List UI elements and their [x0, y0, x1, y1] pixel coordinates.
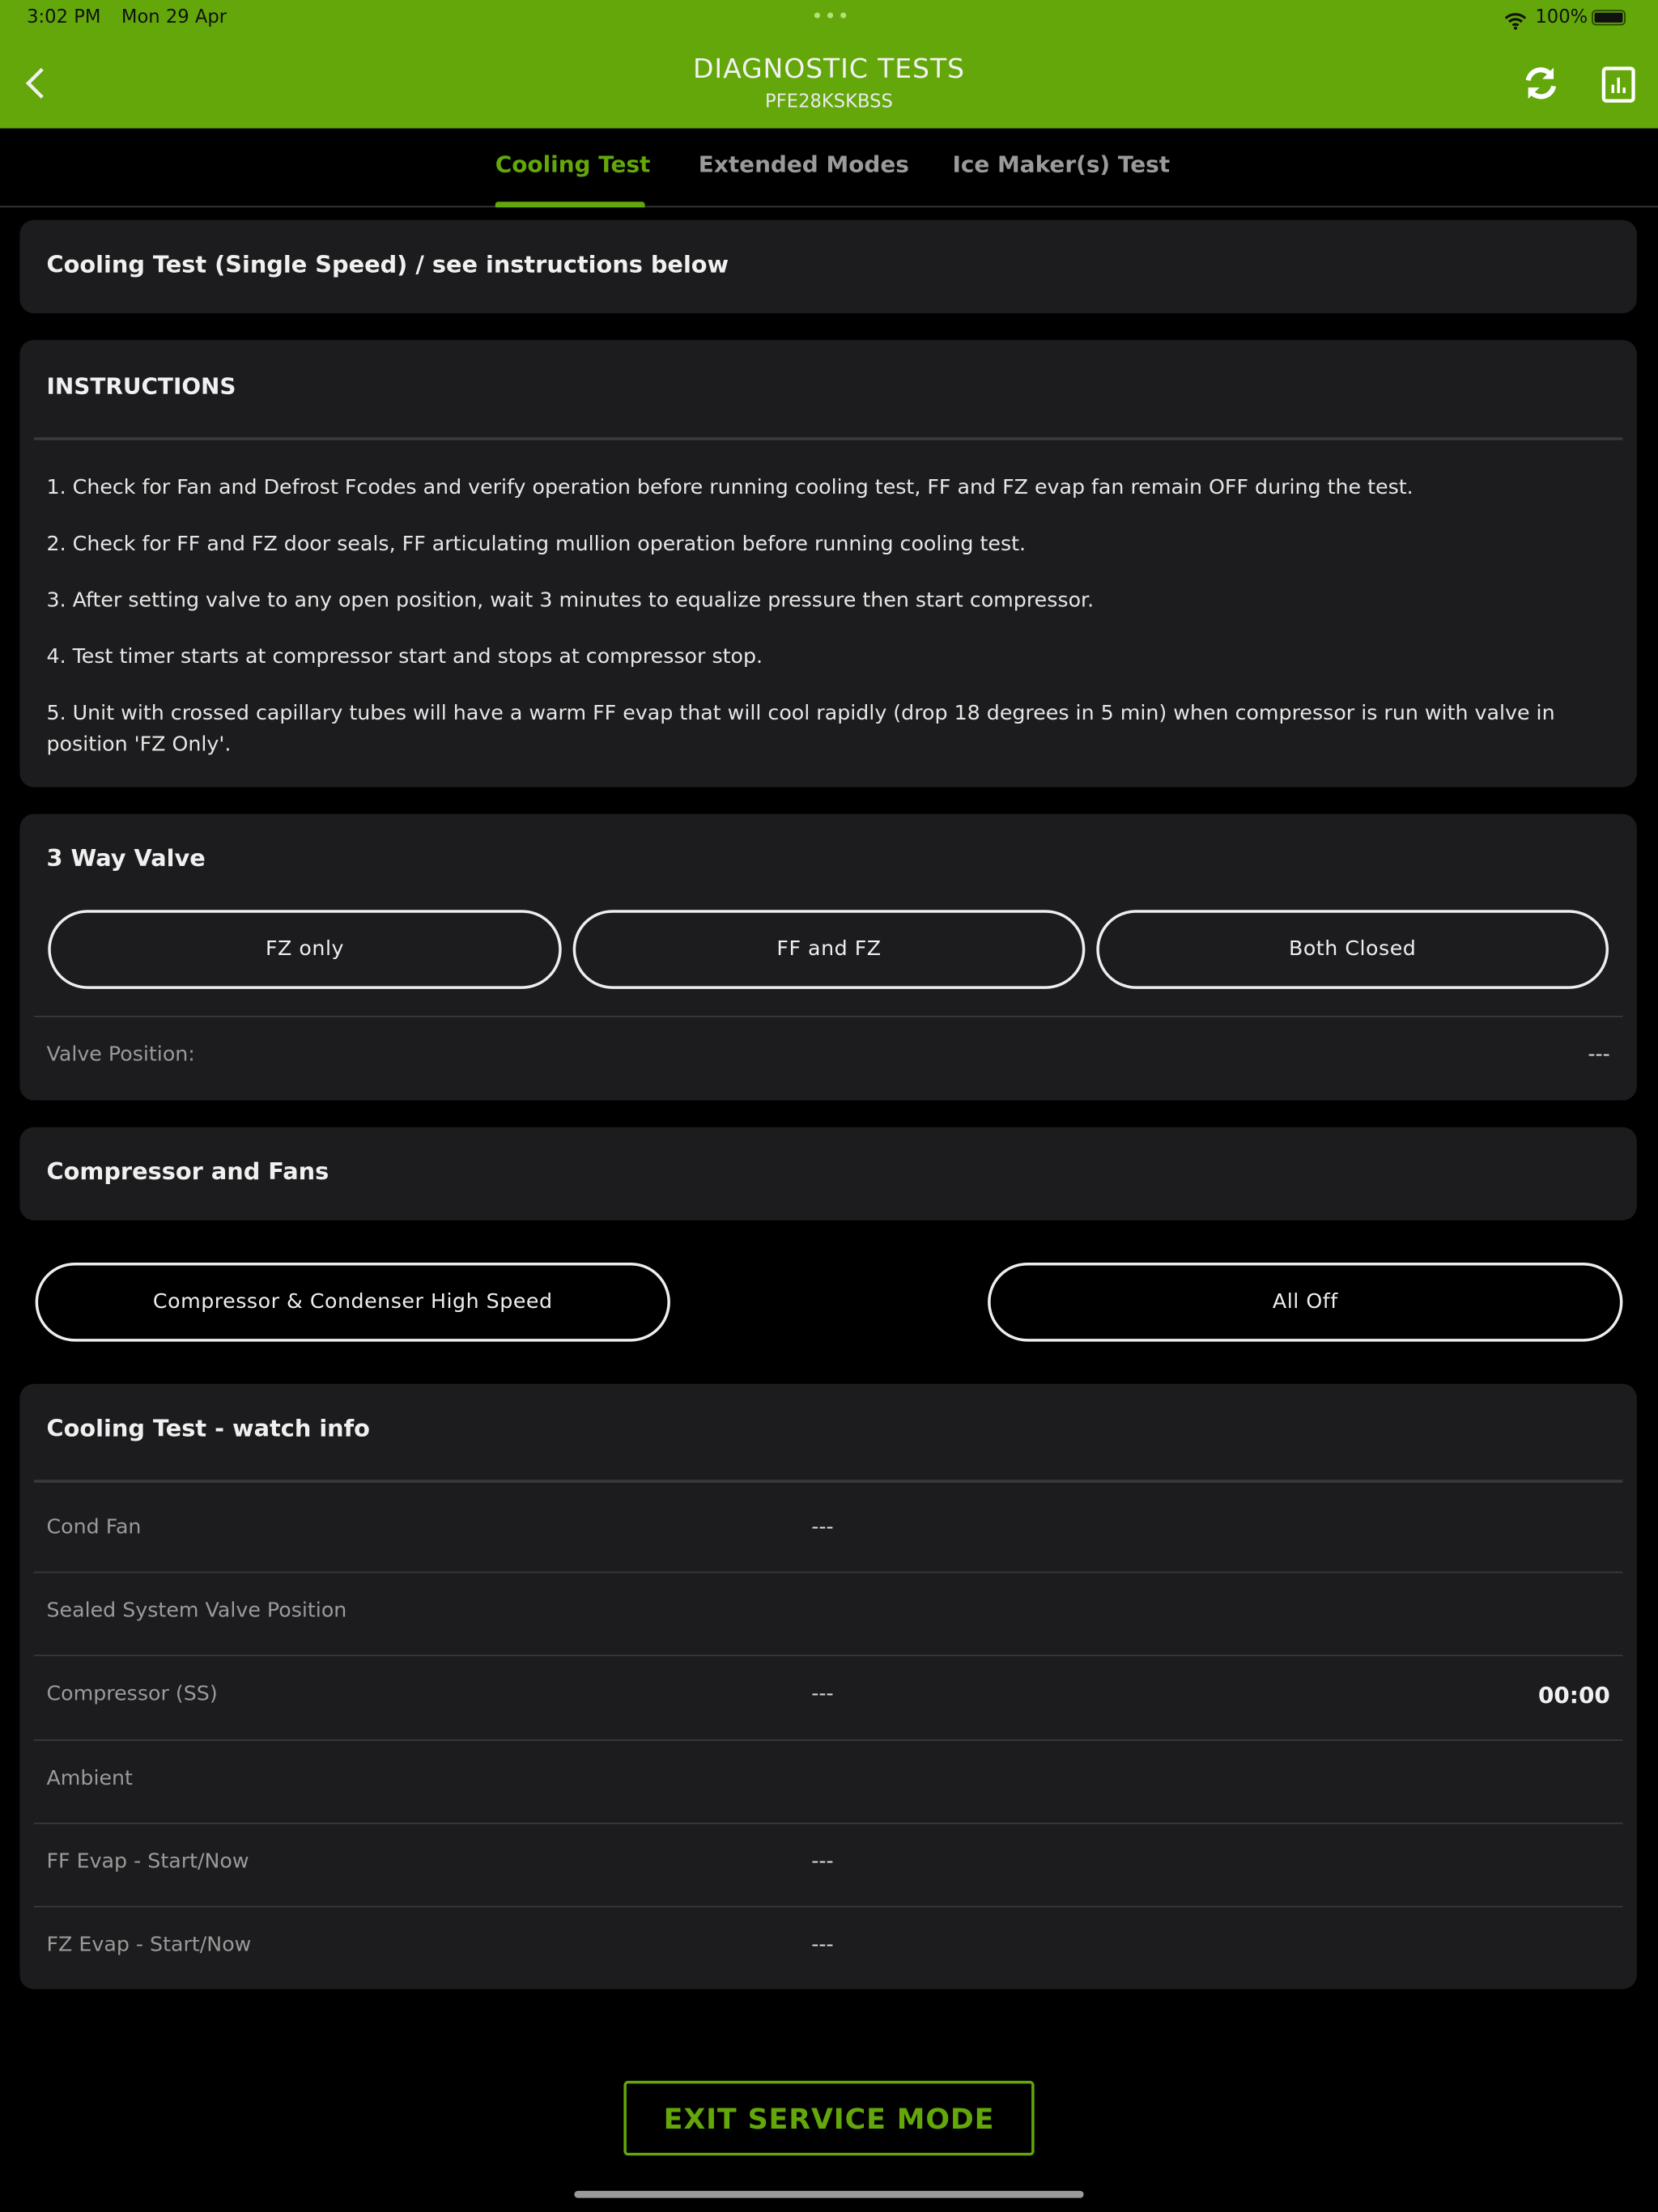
divider — [34, 437, 1623, 439]
home-indicator[interactable] — [574, 2191, 1083, 2198]
app-header — [0, 0, 1658, 129]
ff-evap-value: --- — [811, 1850, 834, 1874]
valve-position-value: --- — [1588, 1043, 1610, 1067]
all-off-button[interactable]: All Off — [988, 1263, 1622, 1342]
divider — [34, 1016, 1623, 1017]
status-time: 3:02 PM — [27, 6, 101, 28]
model-number: PFE28KSKBSS — [765, 91, 893, 113]
divider — [34, 1480, 1623, 1482]
multitask-dots-icon[interactable]: ••• — [811, 5, 851, 28]
instruction-item: 5. Unit with crossed capillary tubes will have a warm FF evap that will cool rapidly (drop 18 degrees in 5 min) when compressor is run with valve in position 'FZ Only'. — [46, 703, 1555, 757]
compressor-high-speed-button[interactable]: Compressor & Condenser High Speed — [36, 1263, 670, 1342]
fz-evap-value: --- — [811, 1934, 834, 1957]
wifi-icon — [1504, 8, 1527, 35]
page-title: DIAGNOSTIC TESTS — [693, 53, 965, 85]
watch-info-card — [19, 1384, 1636, 1989]
instruction-item: 3. After setting valve to any open position, wait 3 minutes to equalize pressure then start compressor. — [46, 589, 1095, 613]
valve-position-row-label: Sealed System Valve Position — [46, 1599, 347, 1623]
instruction-item: 2. Check for FF and FZ door seals, FF articulating mullion operation before running cooling test. — [46, 533, 1027, 556]
valve-position-label: Valve Position: — [46, 1043, 195, 1067]
valve-title: 3 Way Valve — [46, 845, 206, 872]
divider — [34, 1655, 1623, 1657]
instructions-card — [19, 340, 1636, 788]
divider — [34, 1823, 1623, 1824]
ff-evap-label: FF Evap - Start/Now — [46, 1850, 249, 1874]
cond-fan-value: --- — [811, 1516, 834, 1539]
section-header-card — [19, 220, 1636, 313]
section-title: Cooling Test (Single Speed) / see instructions below — [46, 251, 729, 278]
watch-info-title: Cooling Test - watch info — [46, 1415, 370, 1442]
instructions-title: INSTRUCTIONS — [46, 372, 236, 400]
both-closed-button[interactable]: Both Closed — [1096, 910, 1609, 989]
fz-evap-label: FZ Evap - Start/Now — [46, 1934, 252, 1957]
compressor-title: Compressor and Fans — [46, 1158, 329, 1186]
ambient-label: Ambient — [46, 1767, 133, 1790]
cond-fan-label: Cond Fan — [46, 1516, 142, 1539]
compressor-card — [19, 1127, 1636, 1221]
battery-icon — [1592, 10, 1626, 25]
active-tab-indicator — [495, 202, 645, 207]
battery-percent: 100% — [1535, 6, 1588, 28]
report-chart-icon[interactable] — [1601, 66, 1635, 108]
fz-only-button[interactable]: FZ only — [48, 910, 561, 989]
refresh-icon[interactable] — [1521, 63, 1561, 108]
compressor-ss-value: --- — [811, 1683, 834, 1706]
divider — [34, 1739, 1623, 1741]
exit-service-mode-button[interactable]: EXIT SERVICE MODE — [623, 2081, 1034, 2155]
status-date: Mon 29 Apr — [121, 6, 227, 28]
divider — [34, 1906, 1623, 1908]
instruction-item: 4. Test timer starts at compressor start and stops at compressor stop. — [46, 646, 763, 669]
tab-cooling-test[interactable]: Cooling Test — [495, 151, 651, 178]
ff-and-fz-button[interactable]: FF and FZ — [573, 910, 1086, 989]
instruction-item: 1. Check for Fan and Defrost Fcodes and verify operation before running cooling test, FF and FZ evap fan remain OFF during the test. — [46, 477, 1414, 500]
compressor-timer: 00:00 — [1537, 1681, 1610, 1709]
tab-extended-modes[interactable]: Extended Modes — [698, 151, 909, 178]
divider — [34, 1572, 1623, 1573]
tab-ice-maker-test[interactable]: Ice Maker(s) Test — [952, 151, 1171, 178]
compressor-ss-label: Compressor (SS) — [46, 1683, 218, 1706]
valve-card — [19, 814, 1636, 1101]
